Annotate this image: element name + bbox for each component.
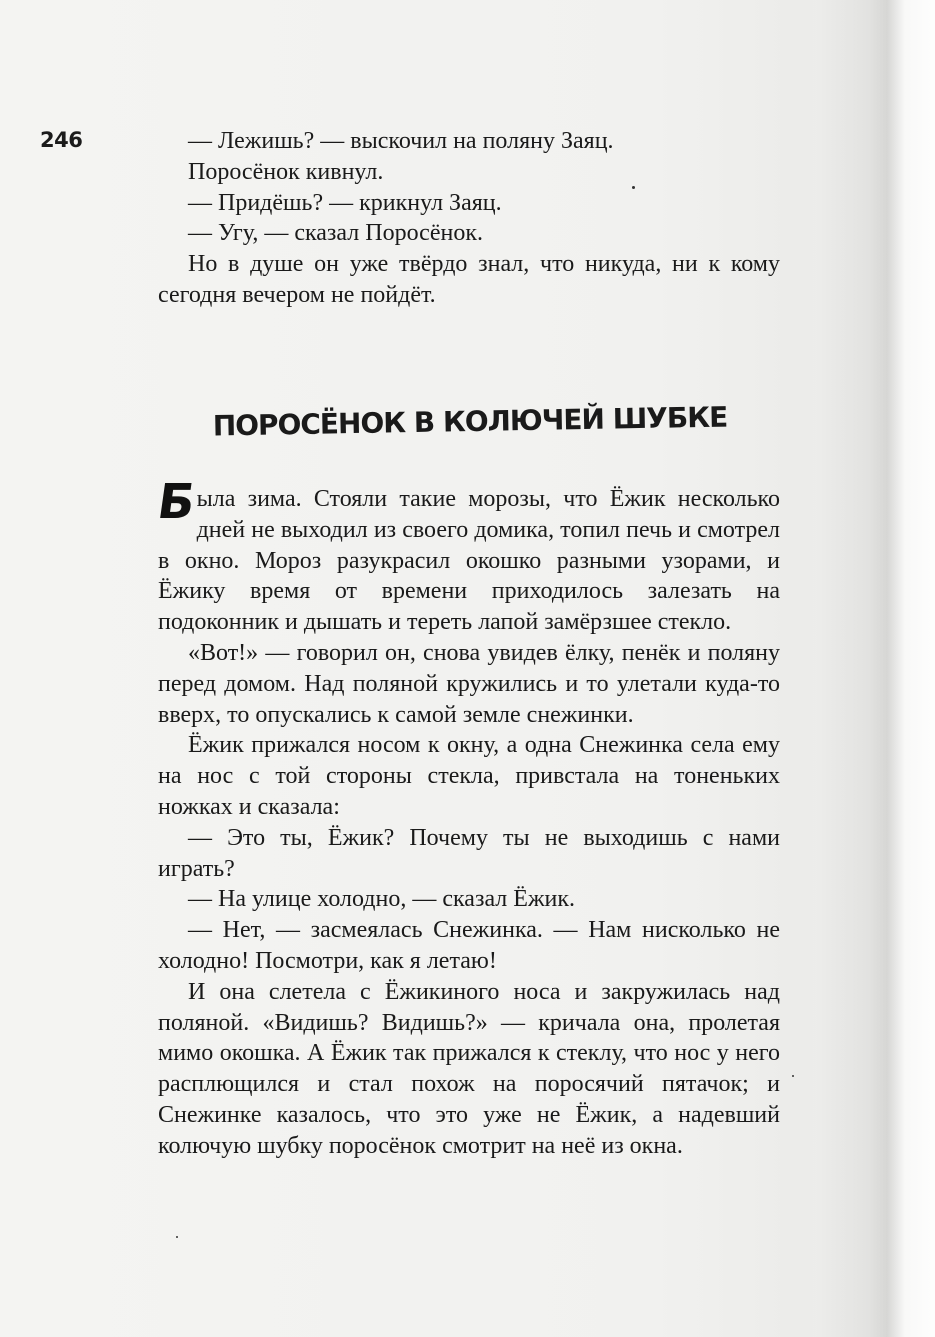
ink-speck — [792, 1075, 794, 1077]
paragraph: — Нет, — засмеялась Снежинка. — Нам нисколько не холодно! Посмотри, как я летаю! — [158, 917, 780, 974]
top-text-block — [158, 126, 780, 311]
drop-cap: Б — [154, 474, 199, 530]
first-paragraph-text: ыла зима. Стояли такие морозы, что Ёжик несколько дней не выходил из своего домика, топил печь и смотрел в окно. Мороз разукрасил окошко разными узорами, и Ёжику время от времени приходилось залезать на подоконник и дышать и тереть лапой замёрзшее стекло. — [158, 486, 780, 636]
first-paragraph — [154, 474, 780, 638]
paragraph: — Это ты, Ёжик? Почему ты не выходишь с нами играть? — [158, 824, 780, 882]
paragraph: — Угу, — сказал Поросёнок. — [188, 220, 483, 247]
paragraph: Но в душе он уже твёрдо знал, что никуда, ни к кому сегодня вечером не пойдёт. — [158, 251, 780, 308]
page-number: 246 — [40, 128, 83, 152]
paragraph: — На улице холодно, — сказал Ёжик. — [188, 886, 576, 913]
paragraph: «Вот!» — говорил он, снова увидев ёлку, пенёк и поляну перед домом. Над поляной кружились и то улетали куда-то вверх, то опускались к самой земле снежинки. — [158, 639, 780, 728]
paragraph: И она слетела с Ёжикиного носа и закружилась над поляной. «Видишь? Видишь?» — кричала она, пролетая мимо окошка. А Ёжик так прижался к стеклу, что нос у него расплющился и стал похож на поросячий пятачок; и Снежинке казалось, что это уже не Ёжик, а надевший колючую шубку поросёнок смотрит на неё из окна. — [158, 978, 780, 1159]
ink-speck — [176, 1236, 178, 1238]
paragraph: Ёжик прижался носом к окну, а одна Снежинка села ему на нос с той стороны стекла, привстала на тоненьких ножках и сказала: — [158, 732, 780, 820]
spine-shadow — [815, 0, 935, 1337]
chapter-title: ПОРОСЁНОК В КОЛЮЧЕЙ ШУБКЕ — [212, 400, 728, 443]
story-text-block — [154, 474, 780, 1162]
paragraph: Поросёнок кивнул. — [188, 158, 384, 185]
paragraph: — Придёшь? — крикнул Заяц. — [188, 189, 502, 216]
paragraph: — Лежишь? — выскочил на поляну Заяц. — [188, 128, 614, 154]
